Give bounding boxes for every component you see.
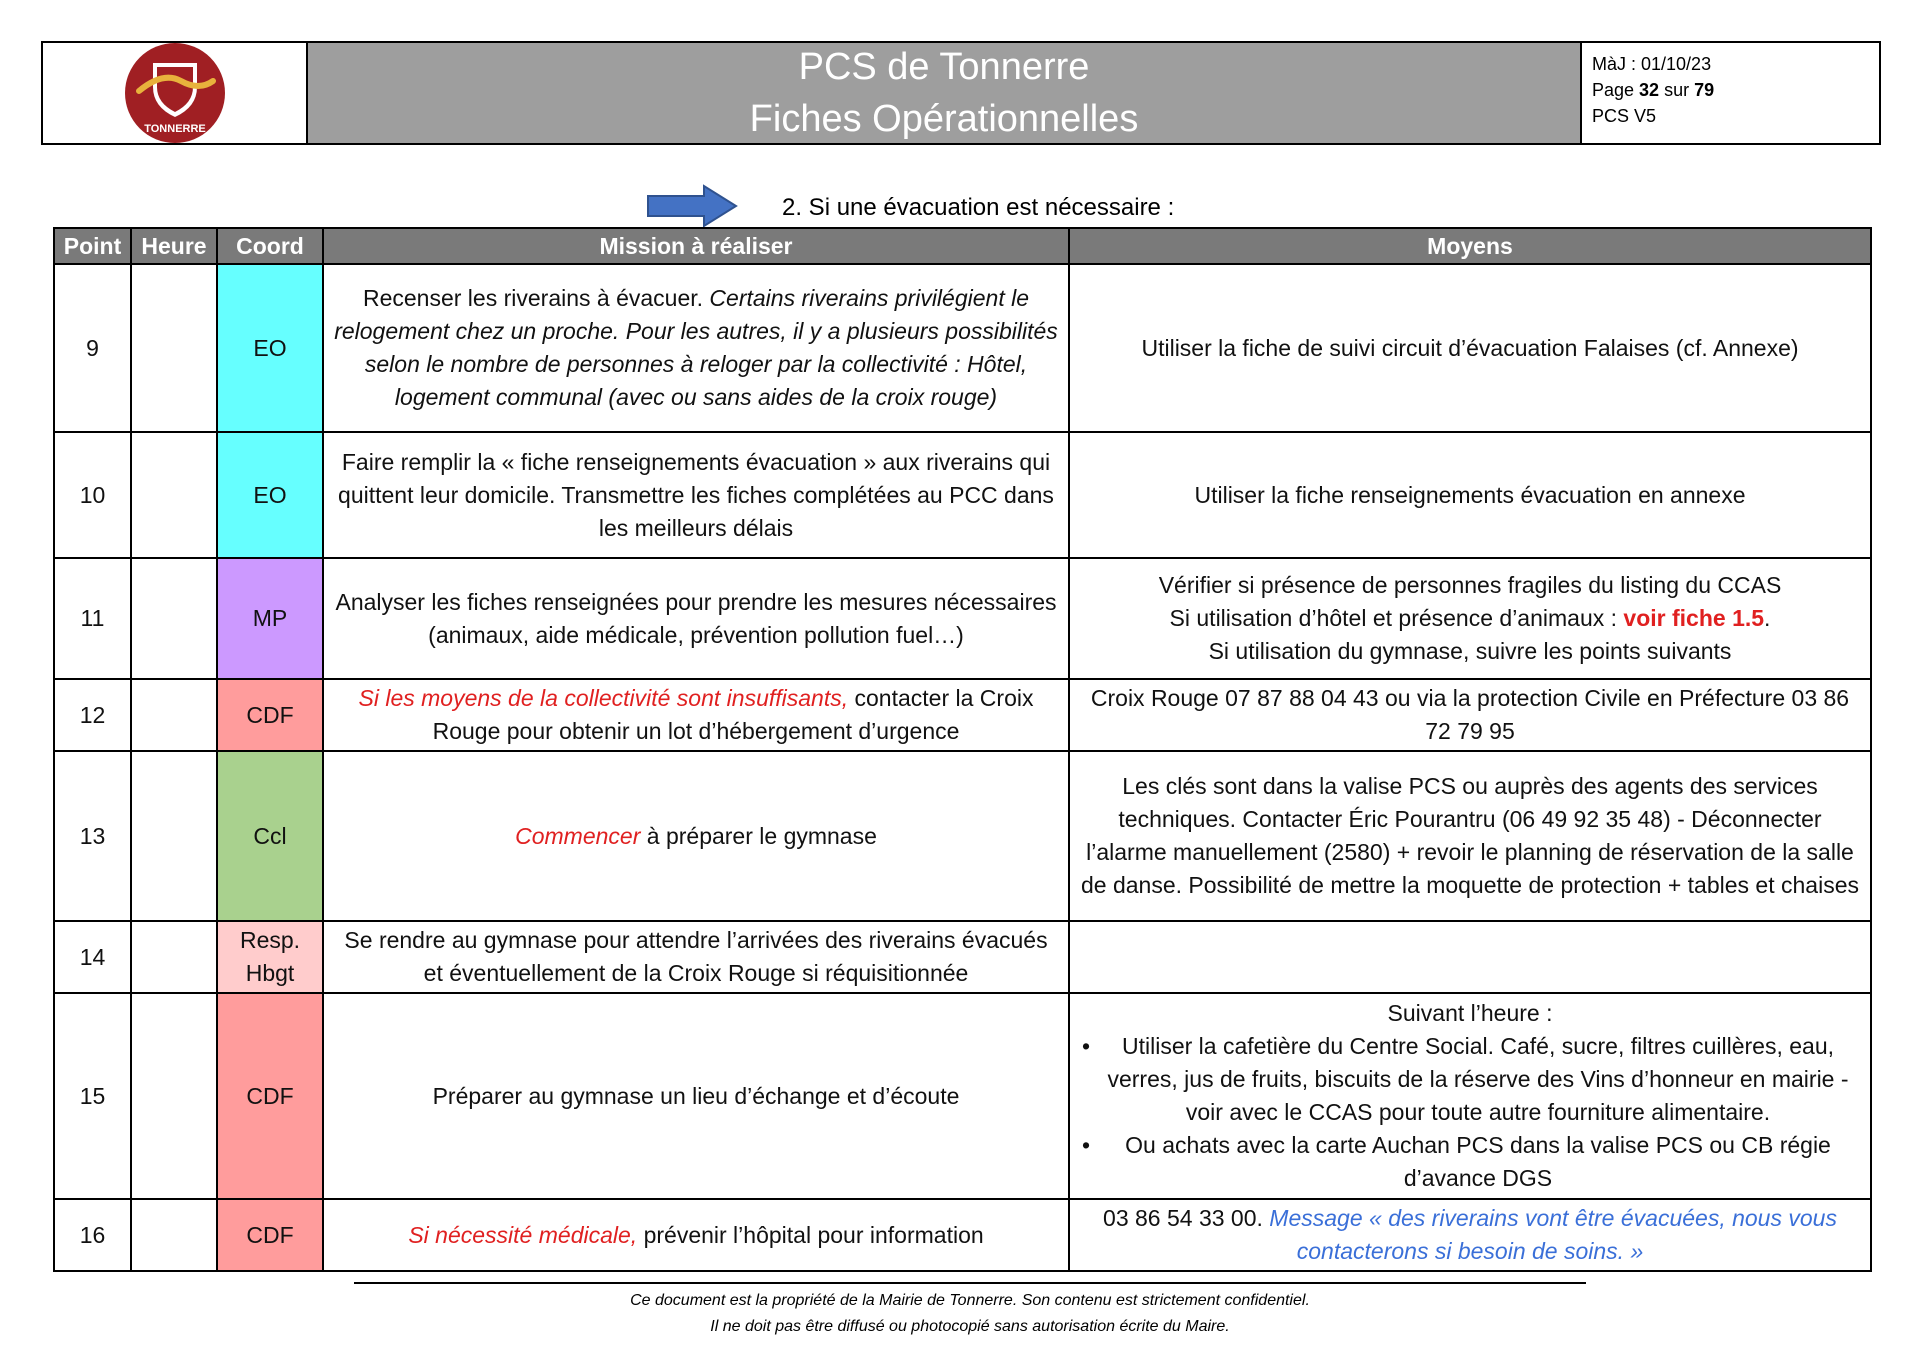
table-row xyxy=(54,1199,1871,1271)
bullet-icon: • xyxy=(1081,1033,1091,1059)
cell-coord: EO xyxy=(217,432,323,558)
cell-mission: Analyser les fiches renseignées pour prendre les mesures nécessaires (animaux, aide médicale, prévention pollution fuel…) xyxy=(323,558,1069,679)
cell-moyens: 03 86 54 33 00. Message « des riverains vont être évacuées, nous vous contacterons si besoin de soins. » xyxy=(1069,1199,1871,1271)
cell-moyens: Vérifier si présence de personnes fragiles du listing du CCAS Si utilisation d’hôtel et présence d’animaux : voir fiche 1.5. Si utilisation du gymnase, suivre les points suivants xyxy=(1069,558,1871,679)
operations-table xyxy=(53,227,1872,1272)
header-mission: Mission à réaliser xyxy=(323,228,1069,264)
table-header-row xyxy=(54,228,1871,264)
cell-moyens: Les clés sont dans la valise PCS ou auprès des agents des services techniques. Contacter Éric Pourantru (06 49 92 35 48) - Déconnecter l’alarme manuellement (2580) + revoir le planning de réservation de la salle de danse. Possibilité de mettre la moquette de protection + tables et chaises xyxy=(1069,751,1871,921)
header-heure: Heure xyxy=(131,228,217,264)
document-title xyxy=(308,43,1582,143)
cell-heure xyxy=(131,432,217,558)
cell-point: 15 xyxy=(54,993,131,1199)
table-row xyxy=(54,264,1871,432)
bullet-icon: • xyxy=(1081,1132,1091,1158)
table-row xyxy=(54,921,1871,993)
list-item: • Ou achats avec la carte Auchan PCS dans la valise PCS ou CB régie d’avance DGS xyxy=(1078,1129,1862,1195)
header-coord: Coord xyxy=(217,228,323,264)
cell-moyens: Utiliser la fiche de suivi circuit d’évacuation Falaises (cf. Annexe) xyxy=(1069,264,1871,432)
footer-line-1: Ce document est la propriété de la Mairie de Tonnerre. Son contenu est strictement confidentiel. xyxy=(630,1292,1310,1309)
page-total: 79 xyxy=(1694,80,1715,100)
cell-coord: CDF xyxy=(217,679,323,751)
cell-moyens: Utiliser la fiche renseignements évacuation en annexe xyxy=(1069,432,1871,558)
footer-divider xyxy=(354,1282,1586,1284)
table-row xyxy=(54,558,1871,679)
title-line-1: PCS de Tonnerre xyxy=(798,46,1090,88)
cell-point: 9 xyxy=(54,264,131,432)
cell-coord: MP xyxy=(217,558,323,679)
cell-heure xyxy=(131,1199,217,1271)
document-header xyxy=(41,41,1881,145)
page-number: Page 32 sur 79 xyxy=(1592,80,1715,100)
cell-mission: Recenser les riverains à évacuer. Certains riverains privilégient le relogement chez un proche. Pour les autres, il y a plusieurs possibilités selon le nombre de personnes à reloger par la collectivité : Hôtel, logement communal (avec ou sans aides de la croix rouge) xyxy=(323,264,1069,432)
cell-point: 16 xyxy=(54,1199,131,1271)
cell-point: 10 xyxy=(54,432,131,558)
cell-coord: EO xyxy=(217,264,323,432)
table-row xyxy=(54,679,1871,751)
cell-moyens: Croix Rouge 07 87 88 04 43 ou via la protection Civile en Préfecture 03 86 72 79 95 xyxy=(1069,679,1871,751)
logo-cell xyxy=(43,43,308,143)
cell-heure xyxy=(131,679,217,751)
footer-line-2: Il ne doit pas être diffusé ou photocopié sans autorisation écrite du Maire. xyxy=(710,1318,1230,1335)
version-label: PCS V5 xyxy=(1592,106,1657,126)
update-date: MàJ : 01/10/23 xyxy=(1592,54,1712,74)
cell-heure xyxy=(131,993,217,1199)
cell-coord: Resp. Hbgt xyxy=(217,921,323,993)
cell-point: 12 xyxy=(54,679,131,751)
cell-point: 11 xyxy=(54,558,131,679)
title-line-2: Fiches Opérationnelles xyxy=(749,98,1139,140)
right-arrow-icon xyxy=(646,184,738,228)
cell-moyens: Suivant l’heure : • Utiliser la cafetière du Centre Social. Café, sucre, filtres cuillères, eau, verres, jus de fruits, biscuits de la réserve des Vins d’honneur en mairie - voir avec le CCAS pour toute autre fourniture alimentaire. • Ou achats avec la carte Auchan PCS dans la valise PCS ou CB régie d’avance DGS xyxy=(1069,993,1871,1199)
header-moyens: Moyens xyxy=(1069,228,1871,264)
fiche-reference-link[interactable]: voir fiche 1.5 xyxy=(1623,605,1765,631)
document-meta xyxy=(1582,43,1879,143)
page-current: 32 xyxy=(1639,80,1660,100)
cell-heure xyxy=(131,751,217,921)
cell-mission: Préparer au gymnase un lieu d’échange et d’écoute xyxy=(323,993,1069,1199)
cell-mission: Si nécessité médicale, prévenir l’hôpital pour information xyxy=(323,1199,1069,1271)
cell-heure xyxy=(131,558,217,679)
table-row xyxy=(54,432,1871,558)
cell-moyens xyxy=(1069,921,1871,993)
cell-point: 14 xyxy=(54,921,131,993)
cell-point: 13 xyxy=(54,751,131,921)
cell-mission: Commencer à préparer le gymnase xyxy=(323,751,1069,921)
cell-heure xyxy=(131,264,217,432)
cell-mission: Se rendre au gymnase pour attendre l’arrivées des riverains évacués et éventuellement de la Croix Rouge si réquisitionnée xyxy=(323,921,1069,993)
cell-heure xyxy=(131,921,217,993)
logo-text: TONNERRE xyxy=(143,123,206,135)
cell-coord: CDF xyxy=(217,1199,323,1271)
tonnerre-crest-icon xyxy=(123,41,227,145)
footer xyxy=(354,1288,1586,1340)
table-row xyxy=(54,751,1871,921)
cell-mission: Faire remplir la « fiche renseignements évacuation » aux riverains qui quittent leur domicile. Transmettre les fiches complétées au PCC dans les meilleurs délais xyxy=(323,432,1069,558)
cell-coord: CDF xyxy=(217,993,323,1199)
header-point: Point xyxy=(54,228,131,264)
section-title: 2. Si une évacuation est nécessaire : xyxy=(782,194,1175,221)
cell-coord: Ccl xyxy=(217,751,323,921)
list-item: • Utiliser la cafetière du Centre Social. Café, sucre, filtres cuillères, eau, verres, jus de fruits, biscuits de la réserve des Vins d’honneur en mairie - voir avec le CCAS pour toute autre fourniture alimentaire. xyxy=(1078,1030,1862,1129)
table-row xyxy=(54,993,1871,1199)
cell-mission: Si les moyens de la collectivité sont insuffisants, contacter la Croix Rouge pour obtenir un lot d’hébergement d’urgence xyxy=(323,679,1069,751)
